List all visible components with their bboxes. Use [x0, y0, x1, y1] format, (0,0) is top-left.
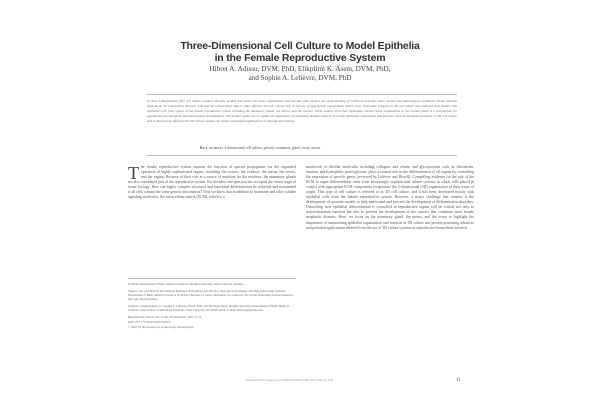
- footnote-doi: DOI: 10.1177/1933719107310872: [128, 319, 171, 324]
- page-number: 11: [456, 378, 461, 383]
- footnote-rule: [128, 278, 296, 279]
- article-authors: [0, 65, 600, 83]
- footnote-journal: Reproductive Science Vol. 14 No. 8S December 2007 11-19: [128, 314, 202, 319]
- authors-line2: and Sophie A. Lelièvre, DVM, PhD: [248, 74, 352, 82]
- article-title-line2: in the Female Reproductive System: [214, 52, 386, 64]
- download-watermark: Downloaded from rsx.sagepub.com at PENNSYLVANIA STATE UNIV on May 10, 2016: [245, 380, 334, 382]
- drop-cap: T: [128, 163, 139, 183]
- keywords-list: 3-dimensional cell culture, polarity, mammary gland, ovary, uterus.: [224, 146, 322, 150]
- footnote-address: Address correspondence to: Sophie A. Lelièvre, DVM, PhD, 625 Harrison Street Purdue University Department of Basic Medical Sciences Lynn School of Veterinary Medicine, West Lafayette, IN 47907-2026. E-mail: lelievre@purdue.edu.: [128, 303, 289, 313]
- abstract-top-rule: [147, 94, 457, 95]
- body-column-right: meshwork of fibrillar molecules including collagens and elastin and glycoproteins such as fibronectin, laminin, and hydrophilic proteoglycans, plays a central role in the differentiation of all organs by controlling the expression of specific genes (reviewed by Lelièvre and Bissell). Compelling evidence for the role of the ECM in organ differentiation came from increasingly sophisticated culture systems in which cells placed in contact with appropriate ECM components recapitulate the 3-dimensional (3D) organization of their tissue of origin. This type of cell culture is referred to as 3D cell culture, and it has been developed mainly with epithelial cells from the female reproductive system. However, a major challenge that remains is the development of accurate models to help understand and prevent the development of differentiation disorders. Unraveling how epithelial differentiation is controlled in reproductive organs will be critical not only to restore/maintain function but also to prevent the development of the cancers that constitute most female neoplastic diseases. Here, we focus on the mammary gland, the uterus, and the ovary to highlight the importance of maintaining epithelial organization and function in 3D culture and present promising advances and potential applications derived from the use of 3D culture systems in reproductive biomedical research.: [306, 165, 474, 230]
- footnote-support: Support was provided by the National Institutes of Health (CA112613) to SAL and an Academic Teaching Fellowship from the Department of Basic Medical Sciences (to HAA). Because of space constraints, we could not cite all the interesting articles related to the topic discussed here.: [128, 288, 293, 302]
- keywords-label: Key words:: [200, 146, 224, 150]
- article-title-line1: Three-Dimensional Cell Culture to Model Epithelia: [180, 40, 420, 52]
- body-column-left: [128, 165, 296, 200]
- footnote-copyright: © 2007 by the Society for Gynecologic Investigation: [128, 324, 194, 329]
- abstract-bottom-rule: [147, 155, 457, 156]
- authors-line1: Hibret A. Adissu, DVM, PhD, Elikplimi K. Asem, DVM, PhD,: [209, 65, 391, 73]
- footnotes: [128, 282, 296, 331]
- abstract-text: In vitro 3-dimensional (3D) cell culture produce valuable models that mimic 3D tissue organization and function and enhance the understanding of cell/tissue function under normal and pathological conditions. Tissue function depends on the interactions between cells and the extracellular matrix; thus, effective 3D cell cultures rely on the use of appropriate extracellular matrix cues. Noticeable progress in 3D cell culture was obtained from studies with epithelial cells from organs of the female reproductive system including the mammary glands, the uterus, and the ovaries. These models show that replicating normal tissue organization in the normal phase is a prerequisite for appropriate physiological and pathological investigations. The authors' goals are to explain the importance of mimicking detailed aspects of normal epithelial organization and function, such as basoapical polarity, in 3D cell culture and to discuss how effective 3D cell culture models can lead to meaningful applications in reproductive biology.: [147, 99, 457, 124]
- article-title: [0, 40, 600, 64]
- body-left-text: he female reproductive system sustains the function of species propagation via the organized operation of highly sophisticated organs, including the ovaries, the oviducts, the uterus, the cervix, and the vagina. Because of their role as a source of nutrition for the newborn, the mammary glands are also considered part of the reproductive system. For decades, one question has occupied the center stage of tissue biology: How can highly complex structural and functional differentiation be achieved and maintained if all cells contain the same genetic information? Now we know that in addition to hormones and other soluble signaling molecules, the extracellular matrix (ECM), which is a: [128, 165, 296, 200]
- keywords-line: [200, 146, 460, 151]
- footnote-affiliation: From the Department of Basic Medical Sciences, Purdue University, West Lafayette, Indiana.: [128, 282, 244, 286]
